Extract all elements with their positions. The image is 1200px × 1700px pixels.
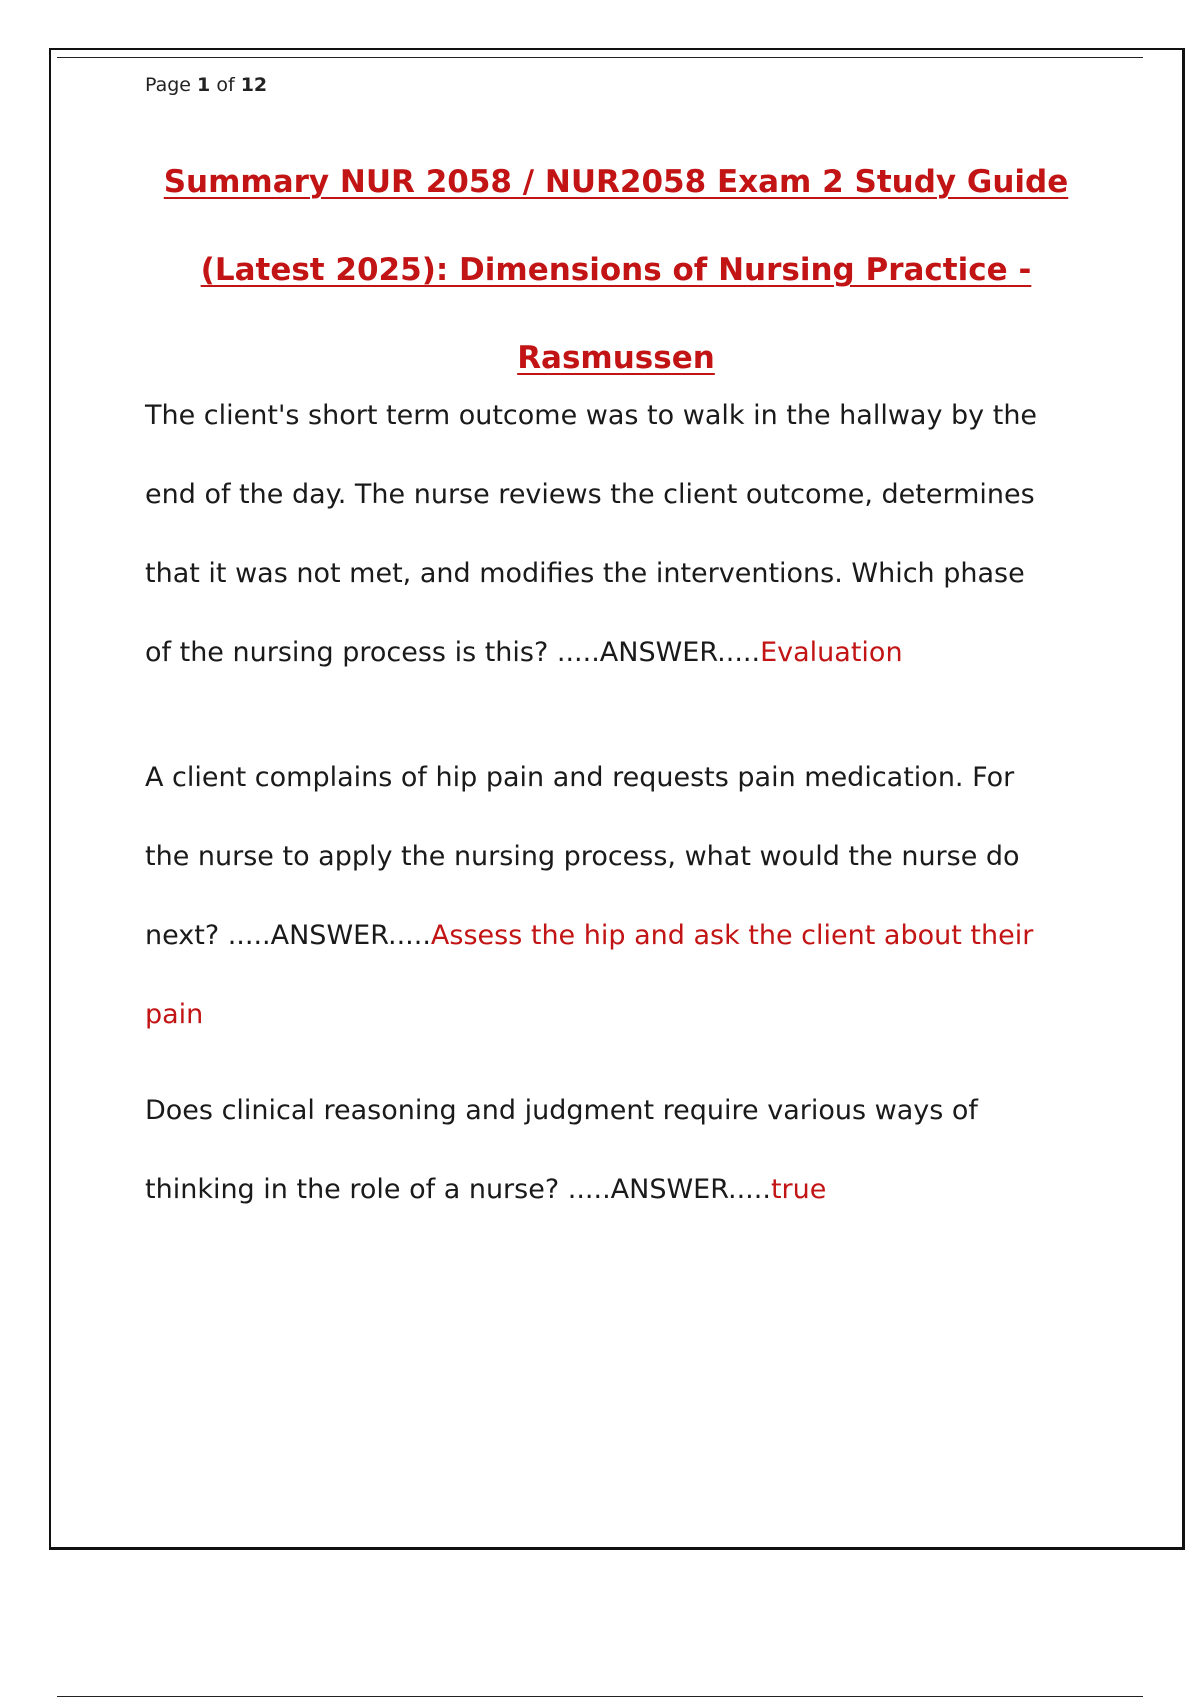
bottom-rule: [57, 1696, 1143, 1697]
question-line: the nurse to apply the nursing process, what would the nurse do: [145, 841, 1020, 872]
question-line: Does clinical reasoning and judgment require various ways of: [145, 1095, 978, 1126]
current-page-number: 1: [197, 74, 211, 96]
title-line: Summary NUR 2058 / NUR2058 Exam 2 Study Guide: [163, 164, 1069, 200]
question-line: The client's short term outcome was to walk in the hallway by the: [145, 400, 1038, 431]
page-label: Page: [145, 74, 191, 96]
document-title: [145, 138, 1087, 402]
question-answer-line: [145, 896, 1085, 975]
answer-text: true: [770, 1174, 827, 1205]
question-block: [145, 1071, 1085, 1229]
question-text: of the nursing process is this? .....ANSWER.....: [145, 637, 761, 668]
question-block: [145, 376, 1085, 692]
page-indicator: [145, 74, 267, 96]
question-text: thinking in the role of a nurse? .....ANSWER.....: [145, 1174, 771, 1205]
top-rule: [57, 57, 1143, 58]
question-line: that it was not met, and modifies the interventions. Which phase: [145, 558, 1025, 589]
title-line: (Latest 2025): Dimensions of Nursing Practice -: [200, 252, 1032, 288]
answer-text: Assess the hip and ask the client about their: [430, 920, 1034, 951]
question-answer-line: [145, 613, 1085, 692]
answer-text: Evaluation: [760, 637, 903, 668]
total-pages-number: 12: [240, 74, 268, 96]
question-block: [145, 738, 1085, 1054]
question-line: A client complains of hip pain and requests pain medication. For: [145, 762, 1015, 793]
question-line: end of the day. The nurse reviews the client outcome, determines: [145, 479, 1035, 510]
answer-text-continued: pain: [145, 999, 204, 1030]
title-line: Rasmussen: [517, 340, 715, 376]
question-answer-line: [145, 1150, 1085, 1229]
question-text: next? .....ANSWER.....: [145, 920, 431, 951]
page-of-label: of: [216, 74, 235, 96]
